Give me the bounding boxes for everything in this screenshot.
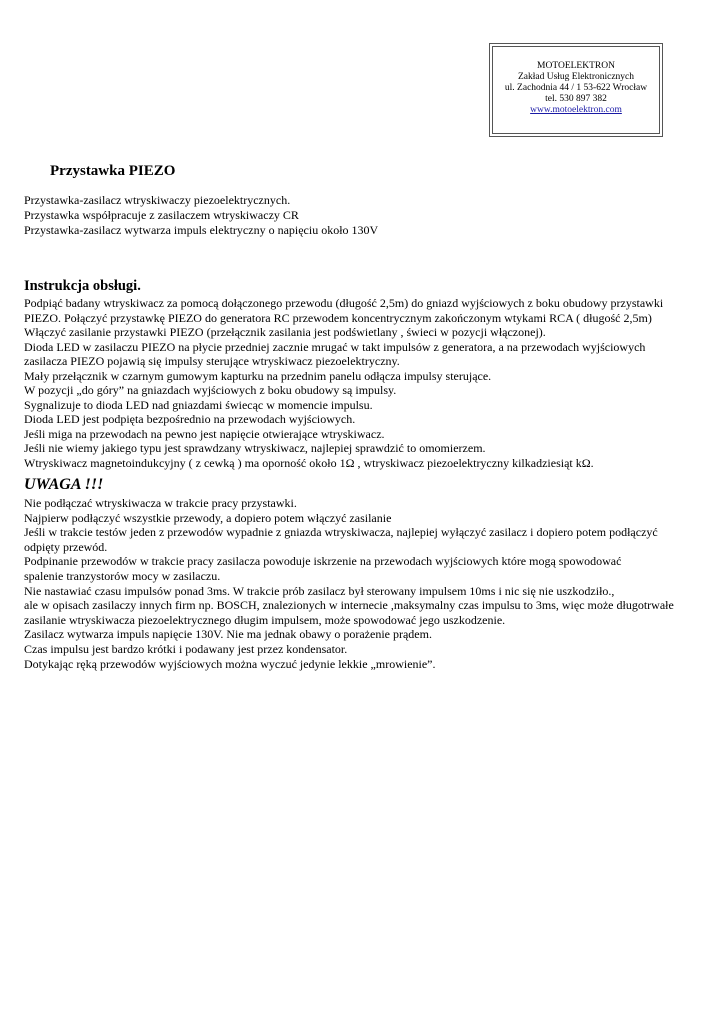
warning-line: Podpinanie przewodów w trakcie pracy zasilacza powoduje iskrzenie na przewodach wyjściowych które mogą spowodować [24, 554, 622, 569]
instruction-line: Mały przełącznik w czarnym gumowym kapturku na przednim panelu odłącza impulsy sterujące. [24, 368, 492, 383]
description-line: Przystawka-zasilacz wtryskiwaczy piezoelektrycznych. [24, 193, 291, 207]
warning-title: UWAGA !!! [24, 476, 104, 493]
instruction-line: Jeśli nie wiemy jakiego typu jest sprawdzany wtryskiwacz, najlepiej sprawdzić to omomierzem. [24, 441, 486, 455]
warning-line: spalenie tranzystorów mocy w zasilaczu. [24, 568, 221, 583]
warning-line: Nie nastawiać czasu impulsów ponad 3ms. W trakcie prób zasilacz był sterowany impulsem 10ms i nic się nie uszkodziło., [24, 583, 615, 598]
instruction-line: Włączyć zasilanie przystawki PIEZO (przełącznik zasilania jest podświetlany , świeci w pozycji włączonej). [24, 325, 546, 339]
product-title: Przystawka PIEZO [50, 163, 176, 179]
warning-line: odpięty przewód. [24, 539, 108, 554]
warning-line: Czas impulsu jest bardzo krótki i podawany jest przez kondensator. [24, 641, 348, 656]
warning-line: Najpierw podłączyć wszystkie przewody, a dopiero potem włączyć zasilanie [24, 510, 392, 525]
warning-line: Jeśli w trakcie testów jeden z przewodów wypadnie z gniazda wtryskiwacza, najlepiej wyłączyć zasilacz i dopiero potem podłączyć [24, 525, 658, 540]
description-line: Przystawka współpracuje z zasilaczem wtryskiwaczy CR [24, 208, 299, 222]
instruction-line: Dioda LED jest podpięta bezpośrednio na przewodach wyjściowych. [24, 412, 356, 426]
instructions-title: Instrukcja obsługi. [24, 278, 141, 294]
instruction-line: Sygnalizuje to dioda LED nad gniazdami świecąc w momencie impulsu. [24, 397, 373, 412]
instruction-line: Dioda LED w zasilaczu PIEZO na płycie przedniej zacznie mrugać w takt impulsów z generatora, a na przewodach wyjściowych [24, 339, 646, 354]
company-subtitle: Zakład Usług Elektronicznych [517, 72, 635, 82]
warning-line: Dotykając ręką przewodów wyjściowych można wyczuć jedynie lekkie „mrowienie”. [24, 656, 436, 671]
warning-line: Zasilacz wytwarza impuls napięcie 130V. Nie ma jednak obawy o porażenie prądem. [24, 627, 432, 642]
instruction-line: Podpiąć badany wtryskiwacz za pomocą dołączonego przewodu (długość 2,5m) do gniazd wyjściowych z boku obudowy przystawki [24, 296, 664, 310]
warning-body [24, 496, 714, 671]
instruction-line: zasilacza PIEZO pojawią się impulsy sterujące wtryskiwacz piezoelektryczny. [24, 354, 400, 368]
instruction-line: W pozycji „do góry” na gniazdach wyjściowych z boku obudowy są impulsy. [24, 383, 397, 397]
product-description [24, 193, 684, 238]
company-phone: tel. 530 897 382 [545, 94, 607, 104]
company-website-link[interactable]: www.motoelektron.com [530, 105, 622, 115]
instructions-body [24, 296, 704, 470]
instruction-line: Jeśli miga na przewodach na pewno jest napięcie otwierające wtryskiwacz. [24, 426, 385, 441]
warning-line: zasilanie wtryskiwacza piezoelektrycznego długim impulsem, może spowodować jego uszkodzenie. [24, 612, 506, 627]
warning-line: Nie podłączać wtryskiwacza w trakcie pracy przystawki. [24, 496, 297, 510]
instruction-line: PIEZO. Połączyć przystawkę PIEZO do generatora RC przewodem koncentrycznym zakończonym wtykami RCA ( długość 2,5m) [24, 310, 652, 325]
company-address: ul. Zachodnia 44 / 1 53-622 Wrocław [504, 83, 648, 93]
warning-line: ale w opisach zasilaczy innych firm np. BOSCH, znalezionych w internecie ,maksymalny czas impulsu to 3ms, więc może długotrwałe [24, 598, 674, 613]
instruction-line: Wtryskiwacz magnetoindukcyjny ( z cewką ) ma oporność około 1Ω , wtryskiwacz piezoelektryczny kilkadziesiąt kΩ. [24, 455, 594, 470]
company-header-box [492, 46, 660, 134]
description-line: Przystawka-zasilacz wytwarza impuls elektryczny o napięciu około 130V [24, 223, 379, 237]
company-name: MOTOELEKTRON [537, 61, 615, 71]
